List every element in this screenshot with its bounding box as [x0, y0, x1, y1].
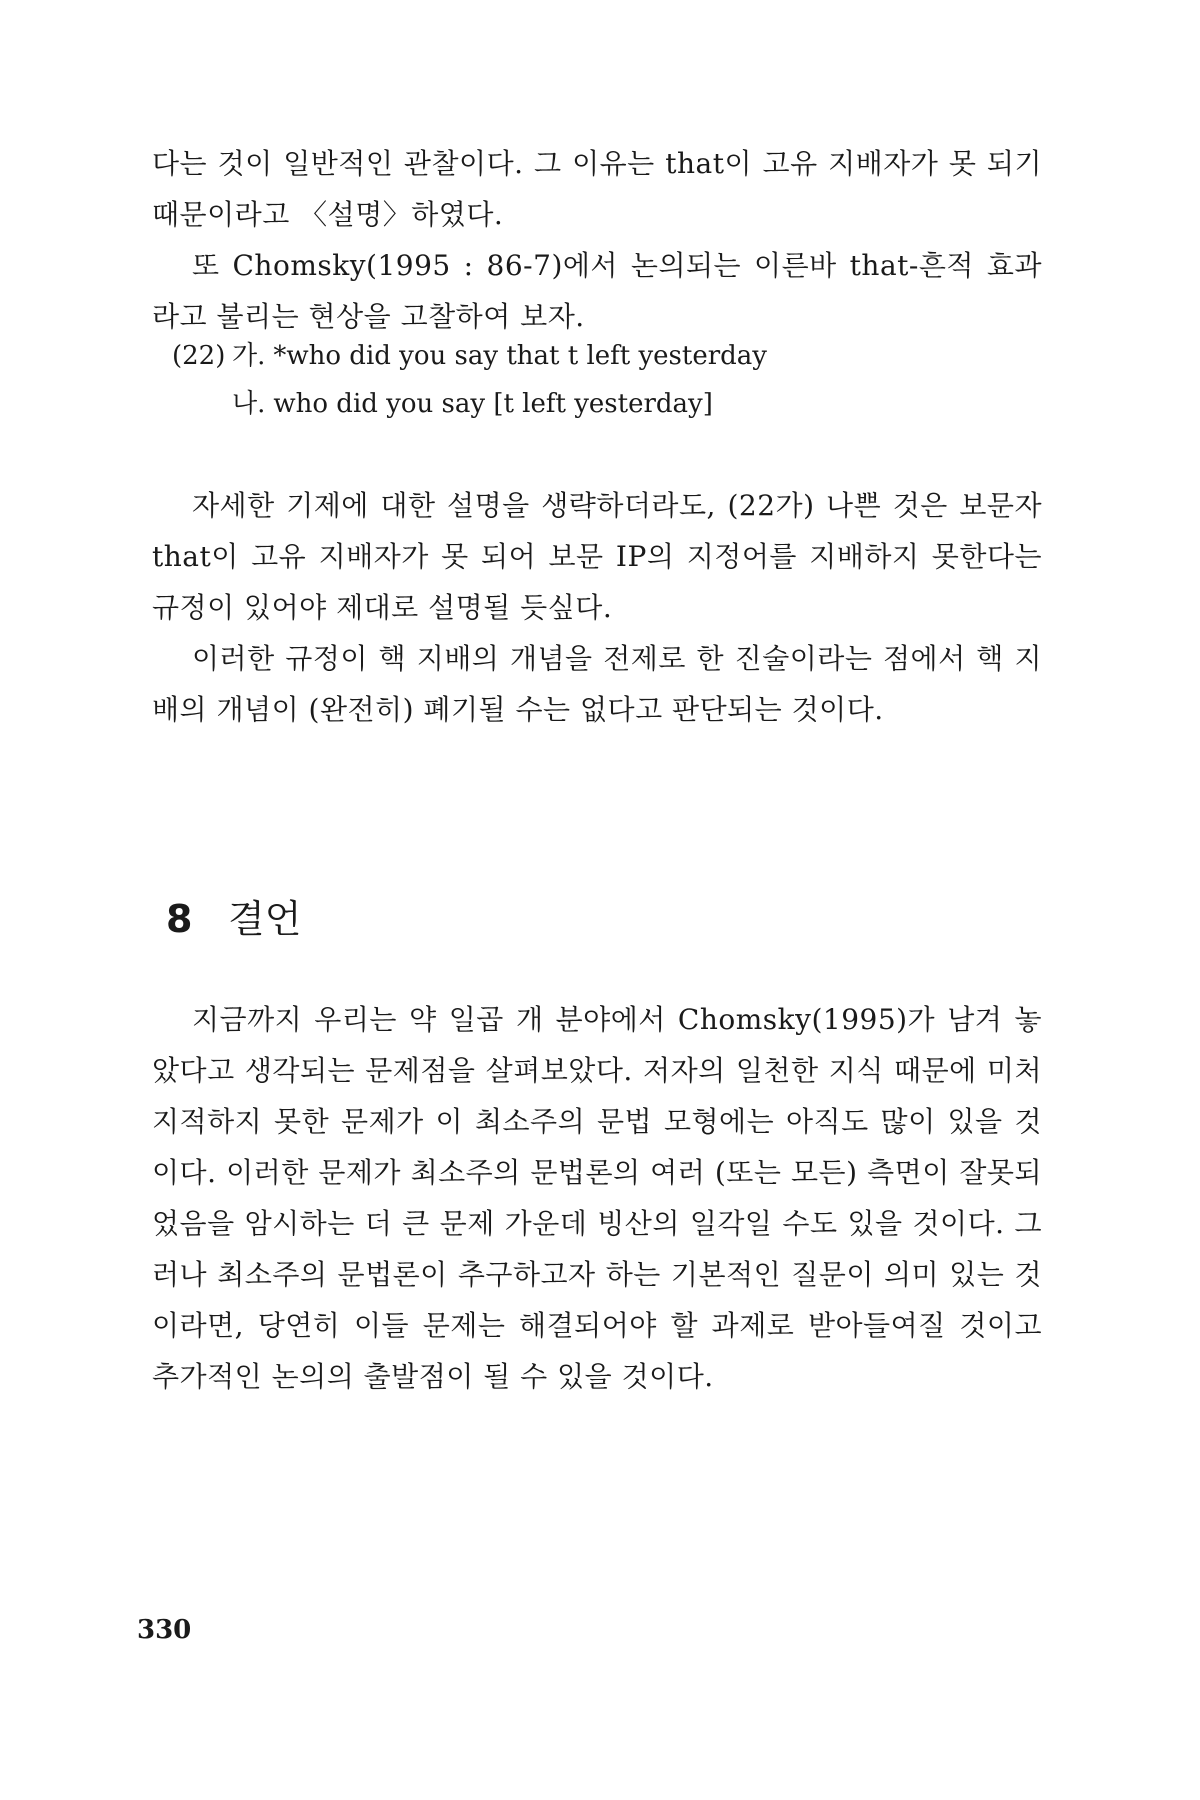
- page-number: 330: [137, 1615, 192, 1645]
- example-sentence-a: *who did you say that t left yesterday: [273, 341, 767, 371]
- paragraph-continued: 다는 것이 일반적인 관찰이다. 그 이유는 that이 고유 지배자가 못 되기 때문이라고 〈설명〉하였다.: [152, 147, 1042, 231]
- text-block-bottom: [152, 994, 1042, 1402]
- section-number: 8: [166, 897, 193, 941]
- example-sentence-b: who did you say [t left yesterday]: [273, 389, 713, 419]
- text-block-middle: [152, 480, 1042, 735]
- paragraph-closing: 지금까지 우리는 약 일곱 개 분야에서 Chomsky(1995)가 남겨 놓았다고 생각되는 문제점을 살펴보았다. 저자의 일천한 지식 때문에 미처 지적하지 못한 문제가 이 최소주의 문법 모형에는 아직도 많이 있을 것이다. 이러한 문제가 최소주의 문법론의 여러 (또는 모든) 측면이 잘못되었음을 암시하는 더 큰 문제 가운데 빙산의 일각일 수도 있을 것이다. 그러나 최소주의 문법론이 추구하고자 하는 기본적인 질문이 의미 있는 것이라면, 당연히 이들 문제는 해결되어야 할 과제로 받아들여질 것이고 추가적인 논의의 출발점이 될 수 있을 것이다.: [152, 1003, 1042, 1393]
- paragraph-explanation: 자세한 기제에 대한 설명을 생략하더라도, (22가) 나쁜 것은 보문자 that이 고유 지배자가 못 되어 보문 IP의 지정어를 지배하지 못한다는 규정이 있어야 제대로 설명될 듯싶다.: [152, 489, 1042, 624]
- section-heading: [166, 888, 301, 943]
- section-title: 결언: [228, 897, 302, 941]
- paragraph-conclusion-government: 이러한 규정이 핵 지배의 개념을 전제로 한 진술이라는 점에서 핵 지배의 개념이 (완전히) 폐기될 수는 없다고 판단되는 것이다.: [152, 642, 1042, 726]
- example-22b: [232, 386, 713, 422]
- paragraph-that-trace-intro: 또 Chomsky(1995 : 86-7)에서 논의되는 이른바 that-흔적 효과라고 불리는 현상을 고찰하여 보자.: [152, 249, 1042, 333]
- example-22a: [172, 338, 767, 374]
- text-block-top: [152, 138, 1042, 342]
- example-number: (22): [172, 341, 226, 371]
- example-label-b: 나.: [232, 389, 266, 419]
- example-label-a: 가.: [232, 341, 266, 371]
